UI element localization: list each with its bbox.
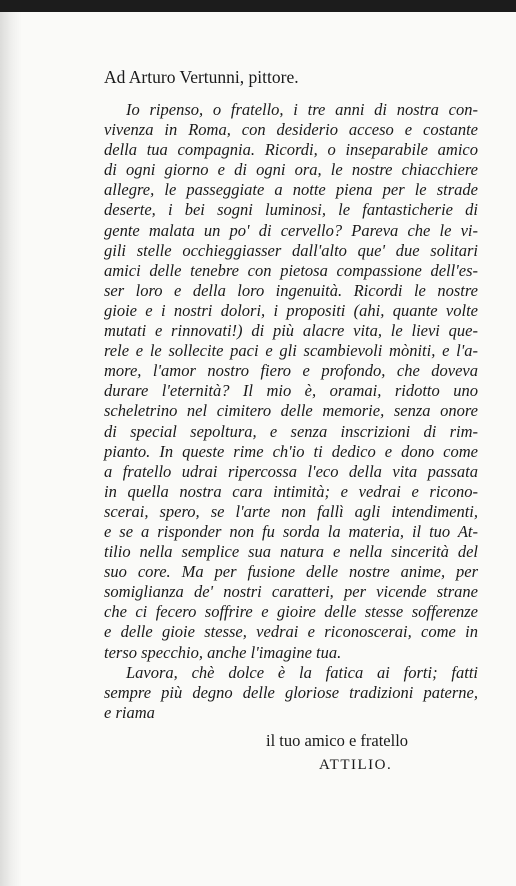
text-line: ser loro e della loro ingenuità. Ricordi le nostre — [104, 280, 478, 300]
text-line: Lavora, chè dolce è la fatica ai forti; fatti — [126, 662, 478, 682]
text-line: scheletrino nel cimitero delle memorie, senza onore — [104, 401, 478, 421]
text-line: Io ripenso, o fratello, i tre anni di nostra con- — [126, 100, 478, 119]
text-line: deserte, i bei sogni luminosi, le fantasticherie di — [104, 200, 478, 220]
scan-top-border — [0, 0, 516, 12]
text-line: gioie e i nostri dolori, i propositi (ahi, quante volte — [104, 300, 478, 320]
text-line: gili stelle occhieggiasser dall'alto que' due solitari — [104, 240, 478, 260]
salutation: Ad Arturo Vertunni, pittore. — [104, 67, 299, 87]
text-line: tilio nella semplice sua natura e nella sincerità del — [104, 542, 478, 562]
dedication-page — [104, 66, 478, 723]
text-line: vivenza in Roma, con desiderio acceso e costante — [104, 120, 478, 140]
text-line: more, l'amor nostro fiero e profondo, che doveva — [104, 361, 478, 381]
text-line: allegre, le passeggiate a notte piena per le strade — [104, 180, 478, 200]
text-line: di special sepoltura, e senza inscrizioni di rim- — [104, 421, 478, 441]
text-line: sempre più degno delle gloriose tradizioni paterne, — [104, 682, 478, 702]
text-line: e riama — [104, 702, 155, 722]
text-line: in quella nostra cara intimità; e vedrai e ricono- — [104, 481, 478, 501]
text-line: somiglianza de' nostri caratteri, per vicende strane — [104, 582, 478, 602]
text-line: amici delle tenebre con pietosa compassione dell'es- — [104, 260, 478, 280]
signature: ATTILIO. — [319, 757, 393, 773]
text-line: mutati e rinnovati!) di più alacre vita, le lievi que- — [104, 321, 478, 341]
text-line: gente malata un po' di cervello? Pareva che le vi- — [104, 220, 478, 240]
text-line: rele e le sollecite paci e gli scambievoli mòniti, e l'a- — [104, 341, 478, 361]
text-line: terso specchio, anche l'imagine tua. — [104, 642, 342, 662]
text-line: scerai, spero, se l'arte non fallì agli intendimenti, — [104, 501, 478, 521]
text-line: che ci fecero soffrire e gioire delle stesse sofferenze — [104, 602, 478, 622]
scan-left-margin-shadow — [0, 12, 22, 886]
text-line: e se a risponder non fu sorda la materia, il tuo At- — [104, 521, 478, 541]
text-line: della tua compagnia. Ricordi, o inseparabile amico — [104, 140, 478, 160]
text-line: durare l'eternità? Il mio è, oramai, ridotto uno — [104, 381, 478, 401]
text-line: di ogni giorno e di ogni ora, le nostre chiacchiere — [104, 160, 478, 180]
dedication-body — [104, 100, 478, 723]
text-line: suo core. Ma per fusione delle nostre anime, per — [104, 562, 478, 582]
text-line: a fratello udrai ripercossa l'eco della vita passata — [104, 461, 478, 481]
text-line: pianto. In queste rime ch'io ti dedico e dono come — [104, 441, 478, 461]
text-line: e delle gioie stesse, vedrai e riconoscerai, come in — [104, 622, 478, 642]
closing-phrase: il tuo amico e fratello — [266, 731, 409, 750]
